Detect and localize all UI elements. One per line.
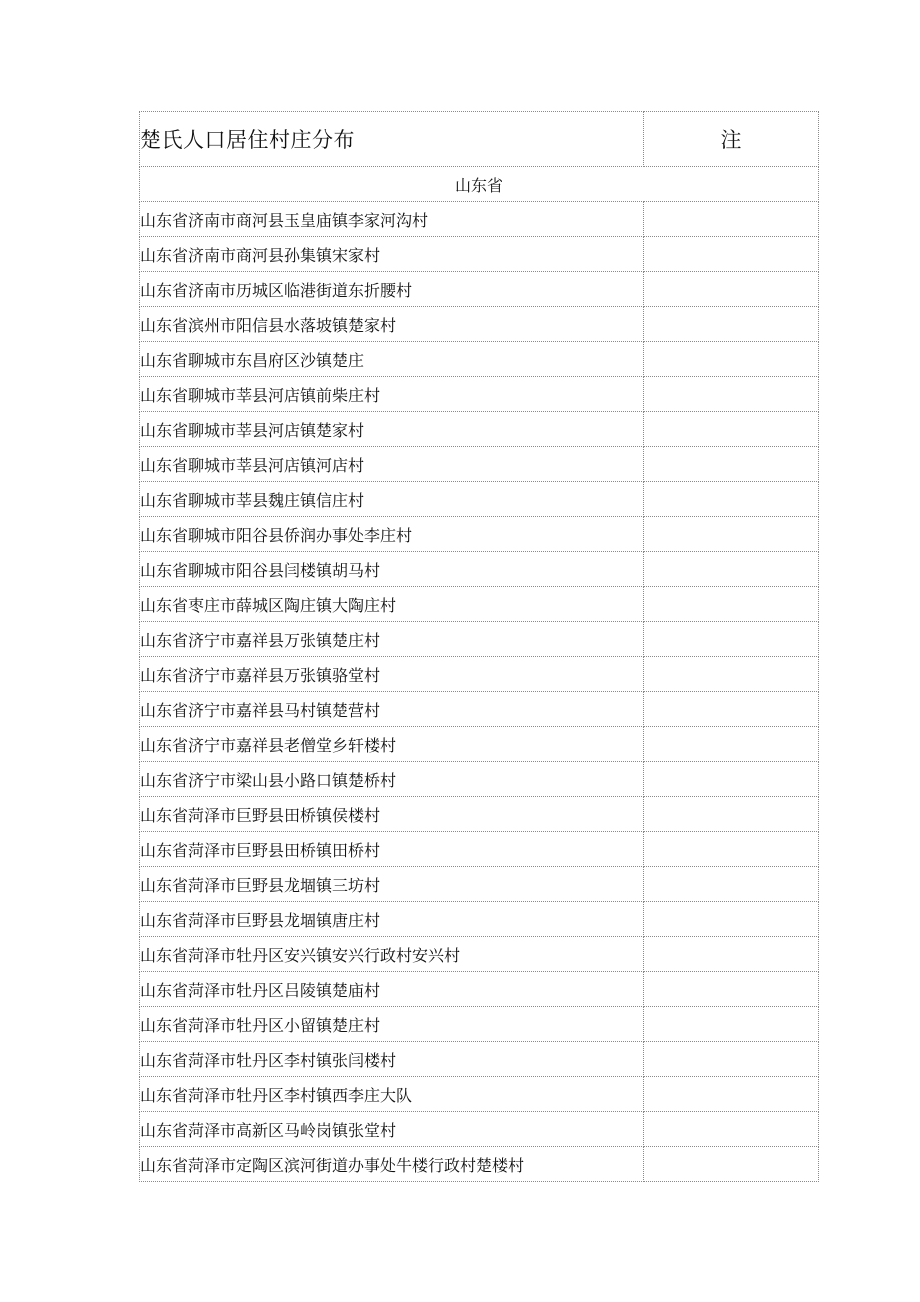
table-row bbox=[140, 867, 819, 902]
note-cell bbox=[644, 1112, 819, 1147]
table-row bbox=[140, 272, 819, 307]
note-cell bbox=[644, 517, 819, 552]
table-row bbox=[140, 1077, 819, 1112]
village-name-cell: 山东省菏泽市定陶区滨河街道办事处牛楼行政村楚楼村 bbox=[140, 1147, 644, 1182]
note-column-header: 注 bbox=[644, 112, 819, 167]
village-name-cell: 山东省聊城市莘县河店镇河店村 bbox=[140, 447, 644, 482]
village-name-cell: 山东省济宁市嘉祥县万张镇骆堂村 bbox=[140, 657, 644, 692]
note-cell bbox=[644, 587, 819, 622]
table-row bbox=[140, 1112, 819, 1147]
note-cell bbox=[644, 902, 819, 937]
table-title: 楚氏人口居住村庄分布 bbox=[140, 112, 644, 167]
table-row bbox=[140, 202, 819, 237]
village-name-cell: 山东省济宁市嘉祥县马村镇楚营村 bbox=[140, 692, 644, 727]
province-row bbox=[140, 167, 819, 202]
note-cell bbox=[644, 447, 819, 482]
village-name-cell: 山东省菏泽市巨野县龙堌镇唐庄村 bbox=[140, 902, 644, 937]
table-row bbox=[140, 412, 819, 447]
note-cell bbox=[644, 1042, 819, 1077]
note-cell bbox=[644, 762, 819, 797]
village-name-cell: 山东省菏泽市巨野县田桥镇侯楼村 bbox=[140, 797, 644, 832]
table-row bbox=[140, 447, 819, 482]
note-cell bbox=[644, 692, 819, 727]
note-cell bbox=[644, 482, 819, 517]
table-row bbox=[140, 517, 819, 552]
table-row bbox=[140, 622, 819, 657]
village-name-cell: 山东省聊城市莘县河店镇楚家村 bbox=[140, 412, 644, 447]
table-row bbox=[140, 237, 819, 272]
village-distribution-table bbox=[139, 111, 819, 1182]
village-name-cell: 山东省菏泽市牡丹区吕陵镇楚庙村 bbox=[140, 972, 644, 1007]
table-row bbox=[140, 1007, 819, 1042]
village-name-cell: 山东省滨州市阳信县水落坡镇楚家村 bbox=[140, 307, 644, 342]
village-name-cell: 山东省济宁市嘉祥县万张镇楚庄村 bbox=[140, 622, 644, 657]
village-name-cell: 山东省聊城市莘县河店镇前柴庄村 bbox=[140, 377, 644, 412]
village-name-cell: 山东省济南市历城区临港街道东折腰村 bbox=[140, 272, 644, 307]
village-name-cell: 山东省济南市商河县玉皇庙镇李家河沟村 bbox=[140, 202, 644, 237]
village-name-cell: 山东省菏泽市牡丹区李村镇张闫楼村 bbox=[140, 1042, 644, 1077]
table-body bbox=[140, 112, 819, 1182]
table-row bbox=[140, 832, 819, 867]
village-name-cell: 山东省菏泽市巨野县田桥镇田桥村 bbox=[140, 832, 644, 867]
note-cell bbox=[644, 202, 819, 237]
table-row bbox=[140, 937, 819, 972]
note-cell bbox=[644, 937, 819, 972]
village-name-cell: 山东省聊城市阳谷县闫楼镇胡马村 bbox=[140, 552, 644, 587]
note-cell bbox=[644, 342, 819, 377]
note-cell bbox=[644, 797, 819, 832]
note-cell bbox=[644, 307, 819, 342]
table-row bbox=[140, 482, 819, 517]
note-cell bbox=[644, 412, 819, 447]
table-row bbox=[140, 307, 819, 342]
note-cell bbox=[644, 377, 819, 412]
table-row bbox=[140, 342, 819, 377]
note-cell bbox=[644, 972, 819, 1007]
table-row bbox=[140, 552, 819, 587]
table-row bbox=[140, 762, 819, 797]
table-row bbox=[140, 727, 819, 762]
note-cell bbox=[644, 657, 819, 692]
village-name-cell: 山东省聊城市莘县魏庄镇信庄村 bbox=[140, 482, 644, 517]
note-cell bbox=[644, 237, 819, 272]
note-cell bbox=[644, 1007, 819, 1042]
note-cell bbox=[644, 727, 819, 762]
note-cell bbox=[644, 272, 819, 307]
village-name-cell: 山东省聊城市阳谷县侨润办事处李庄村 bbox=[140, 517, 644, 552]
village-name-cell: 山东省菏泽市巨野县龙堌镇三坊村 bbox=[140, 867, 644, 902]
table-row bbox=[140, 587, 819, 622]
note-cell bbox=[644, 1147, 819, 1182]
header-row bbox=[140, 112, 819, 167]
table-row bbox=[140, 1042, 819, 1077]
village-name-cell: 山东省济南市商河县孙集镇宋家村 bbox=[140, 237, 644, 272]
note-cell bbox=[644, 552, 819, 587]
table-row bbox=[140, 797, 819, 832]
note-cell bbox=[644, 1077, 819, 1112]
note-cell bbox=[644, 832, 819, 867]
village-name-cell: 山东省菏泽市高新区马岭岗镇张堂村 bbox=[140, 1112, 644, 1147]
village-name-cell: 山东省济宁市梁山县小路口镇楚桥村 bbox=[140, 762, 644, 797]
village-name-cell: 山东省菏泽市牡丹区安兴镇安兴行政村安兴村 bbox=[140, 937, 644, 972]
province-label: 山东省 bbox=[140, 167, 819, 202]
table-row bbox=[140, 972, 819, 1007]
note-cell bbox=[644, 622, 819, 657]
village-name-cell: 山东省菏泽市牡丹区李村镇西李庄大队 bbox=[140, 1077, 644, 1112]
village-name-cell: 山东省济宁市嘉祥县老僧堂乡轩楼村 bbox=[140, 727, 644, 762]
table-row bbox=[140, 1147, 819, 1182]
note-cell bbox=[644, 867, 819, 902]
table-row bbox=[140, 377, 819, 412]
table-row bbox=[140, 692, 819, 727]
village-name-cell: 山东省聊城市东昌府区沙镇楚庄 bbox=[140, 342, 644, 377]
village-name-cell: 山东省枣庄市薛城区陶庄镇大陶庄村 bbox=[140, 587, 644, 622]
village-name-cell: 山东省菏泽市牡丹区小留镇楚庄村 bbox=[140, 1007, 644, 1042]
table-row bbox=[140, 657, 819, 692]
table-row bbox=[140, 902, 819, 937]
